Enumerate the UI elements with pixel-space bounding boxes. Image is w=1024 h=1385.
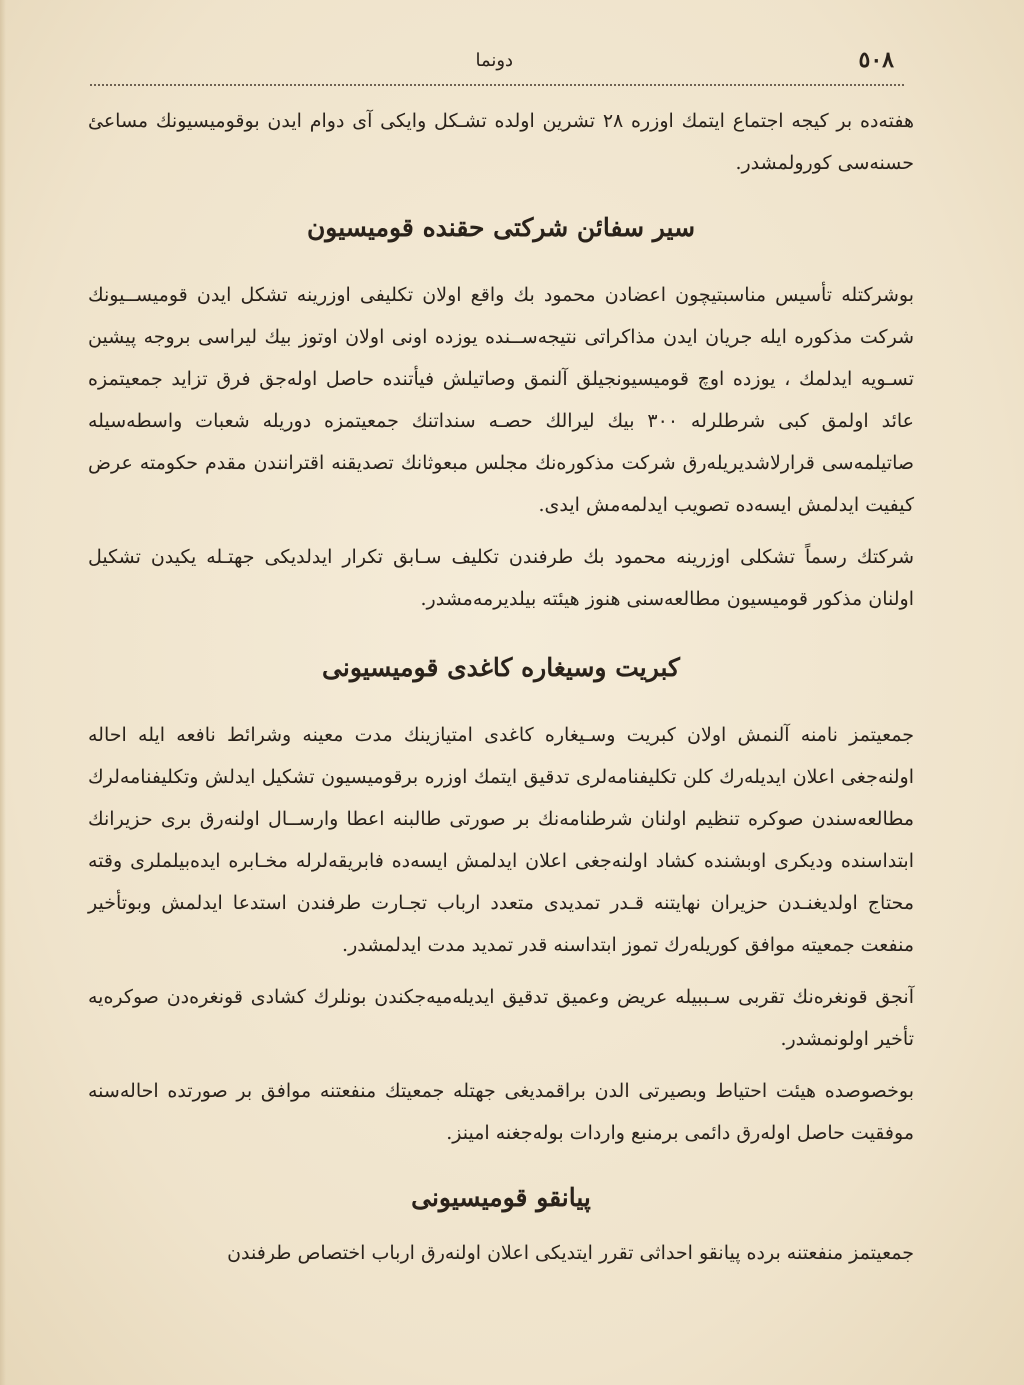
page-edge xyxy=(0,0,6,1385)
shipping-paragraph-2: شرکتك رسماً تشکلی اوزرینه محمود بك طرفندن تکلیف سـابق تکرار ایدلدیکی جهتـله یکیدن تشکیل اولنان مذکور قومیسیون مطالعه‌سنی هنوز هیئته بیلدیرمه‌مشدر. xyxy=(88,546,914,610)
matches-paragraph-3: بوخصوصده هیئت احتیاط وبصیرتی الدن براقمدیغی جهتله جمعیتك منفعتنه موافق بر صورتده احاله‌سنه موفقیت حاصل اوله‌رق دائمی برمنبع واردات بوله‌جغنه امینز. xyxy=(88,1080,914,1144)
matches-paragraph-1: جمعیتمز نامنه آلنمش اولان کبریت وسـیغاره کاغدی امتیازینك مدت معینه وشرائط نافعه ایله احاله اولنه‌جغی اعلان ایدیله‌رك کلن تکلیفنامه‌لری تدقیق ایتمك اوزره برقومیسیون تشکیل ایدلش وتکلیفنامه‌لرك مطالعه‌سندن صوکره تنظیم اولنان شرطنامه‌نك بر صورتی طالبنه اعطا وارســال اولنه‌رق بری حزیرانك ابتداسنده ودیکری اوبشنده کشاد اولنه‌جغی اعلان ایدلمش ایسه‌ده فابریقه‌لرله مخـابره ایده‌بیلملری وقته محتاج اولدیغنـدن حزیران نهایتنه قـدر تمدیدی متعدد ارباب تجـارت طرفندن استدعا ایدلمش وبوتأخیر منفعت جمعیته موافق کوریله‌رك تموز ابتداسنه قدر تمدید مدت ایدلمشدر. xyxy=(88,724,914,956)
section-title-shipping-company: سیر سفائن شرکتی حقنده قومیسیون xyxy=(306,213,696,242)
header-rule xyxy=(90,84,904,86)
section-title-lottery: پیانقو قومیسیونی xyxy=(411,1183,591,1212)
intro-paragraph: هفته‌ده بر کیجه اجتماع ایتمك اوزره ٢٨ تشرین اولده تشـکل وایکی آی دوام ایدن بوقومیسیونك مساعئ حسنه‌سی کورولمشدر. xyxy=(88,110,914,174)
page-number: ٥٠٨ xyxy=(858,47,894,73)
shipping-paragraph-1: بوشرکتله تأسیس مناسبتیچون اعضادن محمود بك واقع اولان تکلیفی اوزرینه تشکل ایدن قومیســیونك شرکت مذکوره ایله جریان ایدن مذاکراتی نتیجه‌ســنده یوزده اونی اولان اوتوز بیك لیراسی بروجه پیشین تسـویه ایدلمك ، یوزده اوچ قومیسیونجیلق آلنمق وصاتیلش فیأتنده حاصل اوله‌جق فرق تزاید جمعیتمزه عائد اولمق کبی شرطلرله ٣٠٠ بیك لیرالك حصـه سنداتنك جمعیتمزه دوریله شعبات واسطه‌سیله صاتیلمه‌سی قرارلاشدیریله‌رق شرکت مذکوره‌نك مجلس مبعوثانك تصدیقنه اقترانندن مقدم حکومته عرض کیفیت ایدلمش ایسه‌ده تصویب ایدلمه‌مش ایدی. xyxy=(88,284,914,516)
running-title: دونما xyxy=(475,49,514,71)
lottery-paragraph-1: جمعیتمز منفعتنه برده پیانقو احداثی تقرر ایتدیکی اعلان اولنه‌رق ارباب اختصاص طرفندن xyxy=(227,1242,914,1264)
section-title-matches-cigarette-paper: کبریت وسیغاره کاغدی قومیسیونی xyxy=(322,653,680,682)
matches-paragraph-2: آنجق قونغره‌نك تقربی سـببیله عریض وعمیق تدقیق ایدیله‌میه‌جکندن بونلرك کشادی قونغره‌دن صوکره‌یه تأخیر اولونمشدر. xyxy=(88,986,914,1050)
page-header xyxy=(90,42,894,78)
page-content xyxy=(88,100,914,1284)
